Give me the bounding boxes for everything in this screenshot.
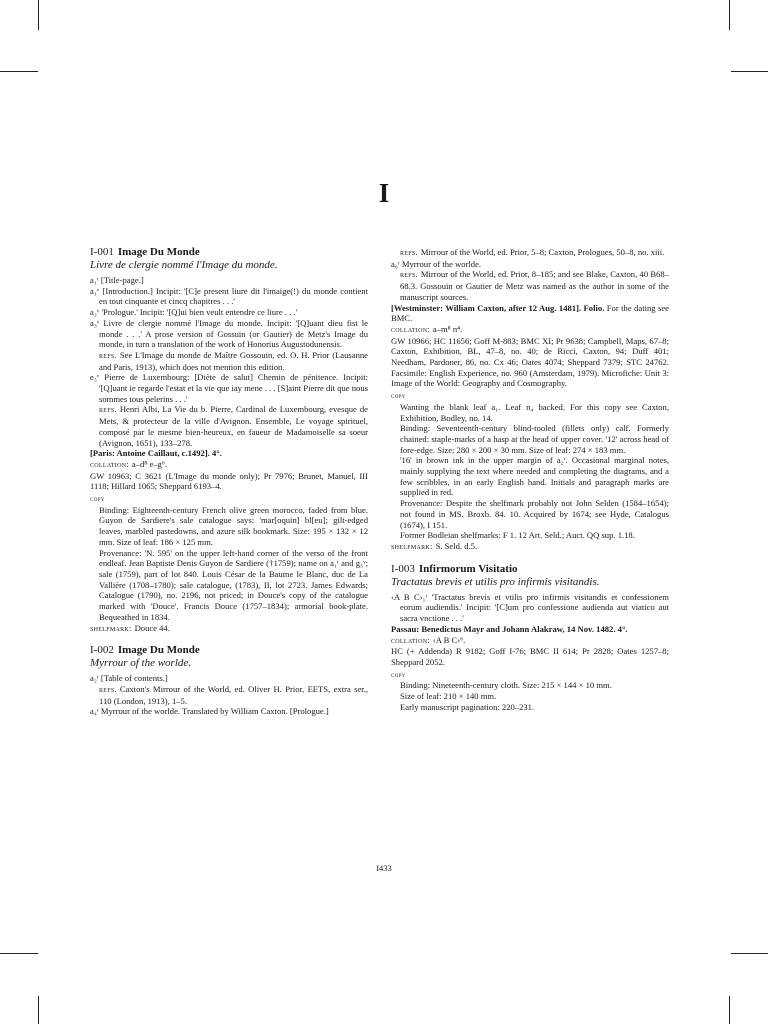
field-label: shelfmark: — [90, 623, 132, 633]
entry-title: Infirmorum Visitatio — [418, 562, 518, 575]
paragraph-text: Binding: Eighteenth-century French olive green morocco, faded from blue. Guyon de Sardiere's sale catalogue says: 'mar[oquin] bl[eu]; gilt-edged leaves, marbled pastedowns, and azure silk bookmark. Size: 195 × 132 × 12 mm. Size of leaf: 186 × 125 mm. — [99, 504, 368, 547]
text-paragraph — [391, 247, 669, 259]
section-label: copy — [391, 391, 406, 401]
text-paragraph — [391, 530, 669, 541]
imprint-line — [391, 303, 669, 324]
entry-subtitle: Myrrour of the worlde. — [90, 657, 192, 670]
paragraph-text: a₁ᵛ [Introduction.] Incipit: '[C]e present liure dit l'imaige(!) du monde contient en tout cinquante et cincq chapitres . . .' — [90, 285, 368, 307]
text-paragraph — [90, 404, 368, 448]
paragraph-text: GW 10966; HC 11656; Goff M-883; BMC XI; Pr 9638; Campbell, Maps, 67–8; Caxton, Exhibition, BL, 47–8, no. 40; de Ricci, Caxton, 94; Duff 401; Needham, Pardoner, 86, no. Cx 46; Oates 4074; Sheppard 7379; STC 24762. Facsimile: English Experience, no. 960 (Amsterdam, 1979). Microfiche: Unit 3: Image of the World: Geography and Cosmography. — [391, 335, 669, 389]
paragraph-text: ‹A B C›⁶. — [432, 634, 466, 645]
entry-heading — [391, 563, 669, 576]
text-paragraph — [90, 505, 368, 548]
text-paragraph — [90, 706, 368, 717]
field-label: collation: — [90, 459, 129, 469]
paragraph-text: a₆ʳ Myrrour of the worlde. — [391, 258, 482, 269]
paragraph-text: Size of leaf: 210 × 140 mm. — [400, 691, 497, 702]
paragraph-text: a₁ʳ [Title-page.] — [90, 275, 144, 285]
paragraph-text: Binding: Seventeenth-century blind-tooled (fillets only) calf. Formerly chained: staple-marks of a hasp at the head of upper cover. '12' across head of fore-edge. Size: 280 × 200 × 30 mm. Size of leaf: 274 × 183 mm. — [400, 423, 669, 455]
entry-number: I-002 — [90, 644, 114, 657]
text-paragraph — [90, 673, 368, 684]
section-letter: I — [378, 178, 390, 208]
text-paragraph — [90, 548, 368, 623]
entry-title: Image Du Monde — [117, 246, 200, 258]
paragraph-text: Early manuscript pagination: 220–231. — [400, 701, 535, 712]
section-label: copy — [90, 494, 105, 504]
imprint-line: Passau: Benedictus Mayr and Johann Alakraw, 14 Nov. 1482. 4°. — [391, 623, 628, 634]
paragraph-text: See L'Image du monde de Maître Gossouin, ed. O. H. Prior (Lausanne and Paris, 1913), which does not mention this edition. — [99, 349, 368, 372]
field-label: refs. — [400, 248, 418, 257]
paragraph-text: '16' in brown ink in the upper margin of a₂ʳ. Occasional marginal notes, mainly supplying the text where needed and completing the diagrams, and a few scribbles, in an early English hand. Initials and paragraph marks are supplied in red. — [400, 455, 669, 498]
crop-mark — [38, 0, 39, 30]
paragraph-text: Provenance: 'N. 595' on the upper left-hand corner of the verso of the front endleaf. Jean Baptiste Denis Guyon de Sardiere (†1759); name on a₁ʳ and g₅ᵛ; sale (1759), part of lot 840. Louis César de la Baume le Blanc, duc de La Vallière (1708–1780); sale catalogue, (1783), II, lot 2723. James Edwards; Catalogue (1790), no. 2196, not priced; in Douce's copy of the catalogue marked with 'Douce'. Francis Douce (1757–1834); armorial book-plate. Bequeathed in 1834. — [99, 547, 368, 622]
crop-mark — [0, 71, 38, 72]
text-paragraph — [90, 286, 368, 307]
imprint-line: [Paris: Antoine Caillaut, c.1492]. 4°. — [90, 448, 222, 459]
paragraph-text: Mirrour of the World, ed. Prior, 5–8; Caxton, Prologues, 50–8, no. xiii. — [420, 247, 665, 257]
paragraph-text: Wanting the blank leaf a₁. Leaf n₄ backed. For this copy see Caxton, Exhibition, Bodley, no. 14. — [400, 401, 669, 423]
paragraph-text: a₂ʳ [Table of contents.] — [90, 673, 168, 684]
entry-spacer — [90, 634, 368, 644]
imprint-note: For the dating see BMC. — [391, 302, 669, 324]
section-label: copy — [391, 669, 406, 679]
text-paragraph — [391, 402, 669, 423]
text-paragraph — [391, 680, 669, 691]
entry-heading — [90, 246, 368, 259]
text-paragraph — [391, 455, 669, 498]
field-label: refs. — [400, 270, 418, 280]
paragraph-text: Douce 44. — [134, 622, 170, 633]
text-paragraph — [90, 307, 368, 318]
text-paragraph — [90, 459, 368, 471]
paragraph-text: ‹A B C›₁ʳ 'Tractatus brevis et vtilis pro infirmis visitandis et confessionem eorum audiendis.' Incipit: '[C]um pro confessione audienda aut viatico aut sacra vnctione . . .' — [391, 591, 669, 624]
field-label: refs. — [99, 405, 117, 415]
text-paragraph — [90, 471, 368, 492]
crop-mark — [0, 953, 38, 954]
paragraph-text: Henri Albi, La Vie du b. Pierre, Cardinal de Luxembourg, evesque de Mets, & protecteur de la ville d'Avignon. Ensemble, Le voyage spirituel, composé par le mesme bien-heureux, en faueur de Madamoiselle sa soeur (Avignon, 1651), 133–278. — [99, 404, 368, 448]
crop-mark — [38, 996, 39, 1024]
right-column — [391, 247, 669, 712]
crop-mark — [731, 71, 768, 72]
paragraph-text: a₄ʳ Myrrour of the worlde. Translated by William Caxton. [Prologue.] — [90, 706, 329, 717]
entry-title: Image Du Monde — [117, 644, 200, 657]
text-paragraph — [391, 592, 669, 624]
entry-subtitle: Livre de clergie nommé l'Image du monde. — [90, 259, 278, 271]
entry-number: I-003 — [391, 562, 415, 575]
field-label: collation: — [391, 635, 430, 645]
crop-mark — [731, 953, 768, 954]
paragraph-text: Caxton's Mirrour of the World, ed. Oliver H. Prior, EETS, extra ser., 110 (London, 1913), 1–5. — [99, 683, 368, 706]
paragraph-text: S. Seld. d.5. — [435, 540, 478, 551]
paragraph-text: a₃ᵛ Livre de clergie nommé l'Image du monde. Incipit: '[Q]uant dieu fist le monde . . .' A prose version of Gossuin (or Gautier) de Metz's Image du monde, in turn a translation of the work of Honorius Augustodunensis. — [90, 317, 368, 350]
crop-mark — [729, 996, 730, 1024]
text-paragraph — [90, 623, 368, 635]
field-label: collation: — [391, 324, 430, 334]
paragraph-text: a–d⁸ e–g⁶. — [131, 458, 167, 469]
crop-mark — [729, 0, 730, 30]
page-number: I433 — [376, 863, 392, 873]
entry-subtitle: Tractatus brevis et utilis pro infirmis visitandis. — [391, 575, 600, 588]
text-paragraph — [90, 372, 368, 404]
paragraph-text: a–m⁸ n⁴. — [432, 323, 463, 334]
text-paragraph — [391, 324, 669, 336]
paragraph-text: Former Bodleian shelfmarks: F 1. 12 Art. Seld.; Auct. QQ sup. 1.18. — [400, 530, 635, 541]
entry-number: I-001 — [90, 246, 114, 258]
text-paragraph — [90, 318, 368, 350]
text-paragraph — [391, 646, 669, 667]
paragraph-text: e₅ᵛ Pierre de Luxembourg: [Diète de salut] Chemin de pénitence. Incipit: '[Q]uant ie regarde l'estat et la vie que iay mene . . . [S]aint Pierre dit que nous sommes tous pelerins . . .' — [90, 372, 368, 404]
text-paragraph — [90, 350, 368, 372]
text-paragraph — [90, 275, 368, 286]
text-paragraph — [391, 635, 669, 647]
paragraph-text: HC (+ Addenda) R 9182; Goff I-76; BMC II 614; Pr 2828; Oates 1257–8; Sheppard 2052. — [391, 646, 669, 667]
paragraph-text: a₂ᵛ 'Prologue.' Incipit: '[Q]ui bien veult entendre ce liure . . .' — [90, 307, 298, 318]
text-paragraph — [391, 541, 669, 553]
field-label: refs. — [99, 684, 117, 694]
text-paragraph — [391, 691, 669, 702]
field-label: refs. — [99, 350, 117, 360]
text-paragraph — [391, 423, 669, 455]
imprint-bold: [Westminster: William Caxton, after 12 Aug. 1481]. Folio. — [391, 302, 605, 313]
text-paragraph — [391, 336, 669, 390]
paragraph-text: Provenance: Despite the shelfmark probably not John Selden (1584–1654); not found in MS. Broxb. 84. 10. Acquired by 1674; see Hyde, Catalogus (1674), I 151. — [400, 498, 669, 530]
entry-spacer — [391, 553, 669, 563]
paragraph-text: GW 10963; C 3621 (L'Image du monde only); Pr 7976; Brunet, Manuel, III 1118; Hillard 1065; Sheppard 6193–4. — [90, 470, 368, 492]
text-paragraph — [391, 269, 669, 302]
text-paragraph — [90, 684, 368, 706]
paragraph-text: Mirrour of the World, ed. Prior, 8–185; and see Blake, Caxton, 40 B68–68.3. Gossouin or Gautier de Metz was named as the author in some of the manuscript sources. — [400, 269, 669, 302]
text-paragraph — [391, 498, 669, 530]
entry-heading — [90, 644, 368, 657]
text-paragraph — [391, 259, 669, 270]
field-label: shelfmark: — [391, 541, 433, 551]
left-column — [90, 246, 368, 717]
text-paragraph — [391, 702, 669, 713]
paragraph-text: Binding: Nineteenth-century cloth. Size: 215 × 144 × 10 mm. — [400, 680, 612, 691]
